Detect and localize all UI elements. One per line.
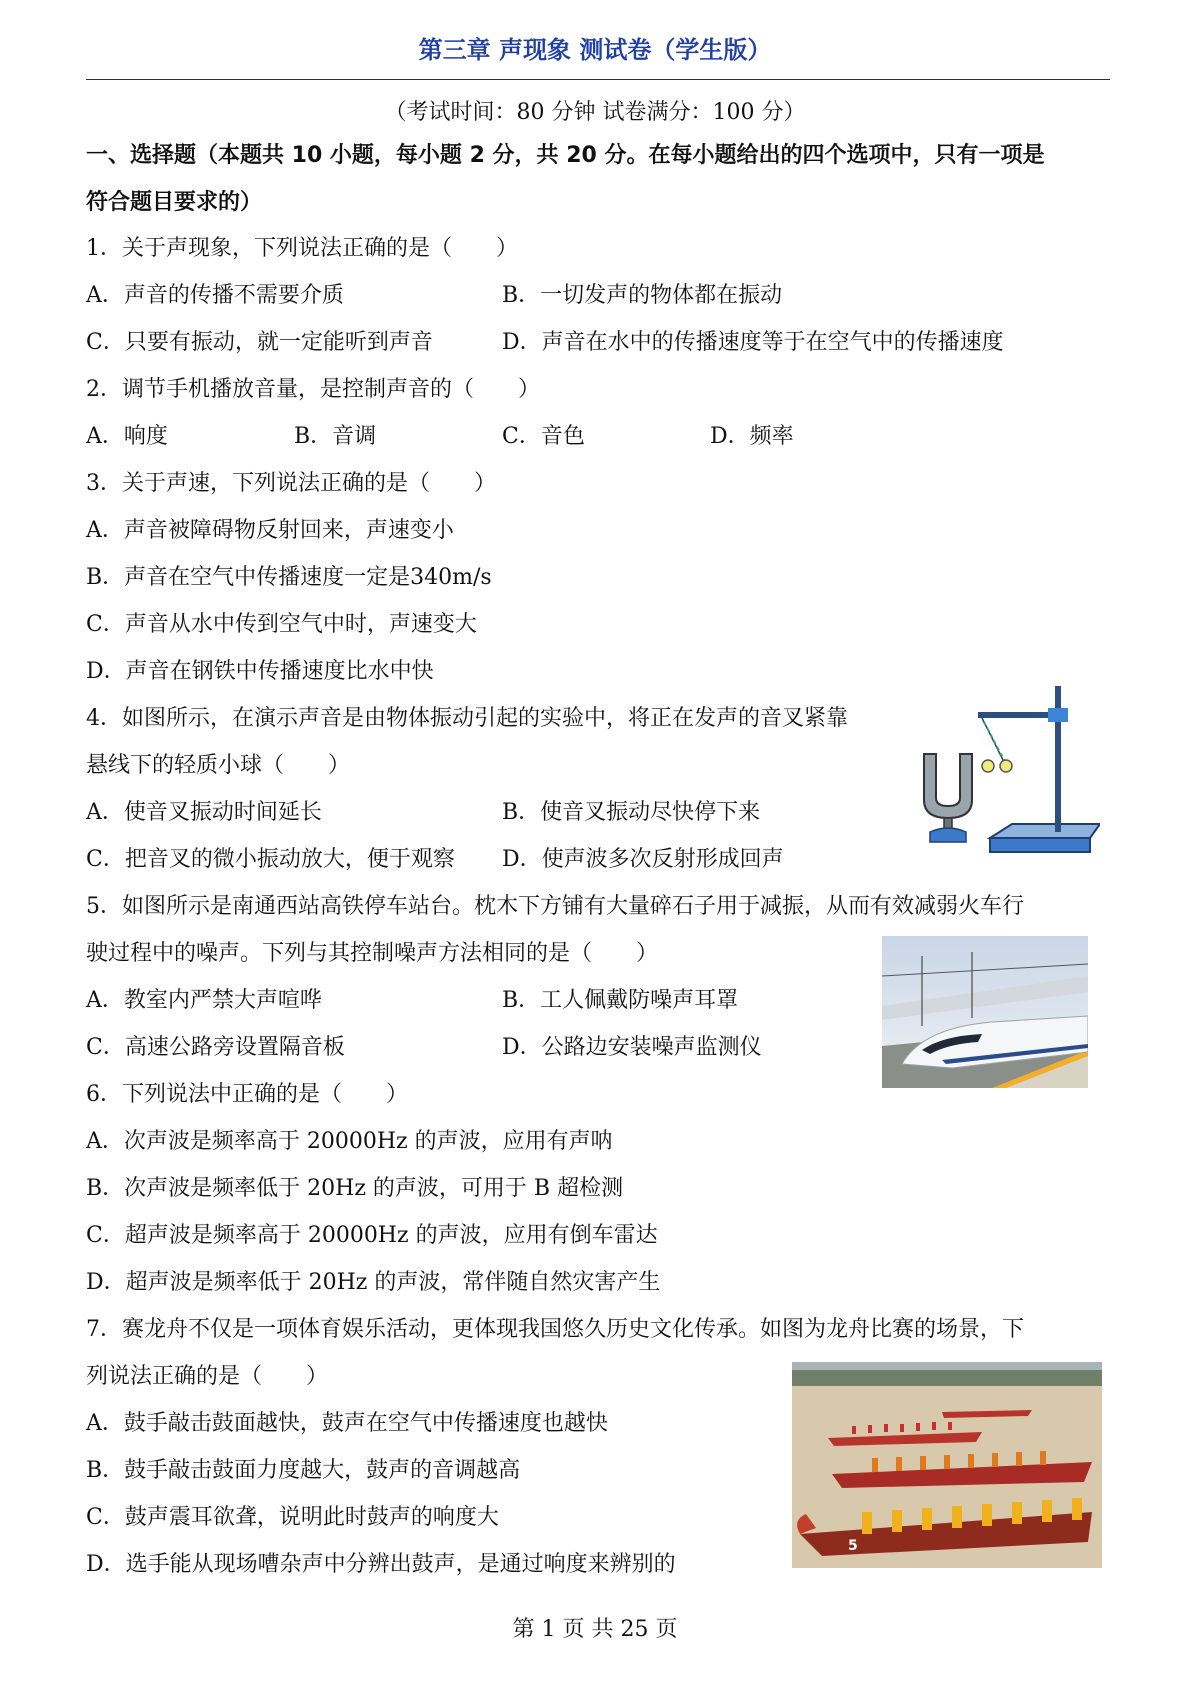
question-5-stem: 5．如图所示是南通西站高铁停车站台。枕木下方铺有大量碎石子用于减振，从而有效减弱火车行 [86,894,1025,919]
question-7-stem: 7．赛龙舟不仅是一项体育娱乐活动，更体现我国悠久历史文化传承。如图为龙舟比赛的场景，下 [86,1317,1025,1342]
q1-option-a: A．声音的传播不需要介质 [86,283,344,308]
stand-clamp [1048,708,1068,722]
q4-option-b: B．使音叉振动尽快停下来 [502,800,761,825]
stand-base [990,838,1090,852]
q1-option-c: C．只要有振动，就一定能听到声音 [86,330,433,355]
q5-option-b: B．工人佩戴防噪声耳罩 [502,988,739,1013]
q6-option-c: C．超声波是频率高于 20000Hz 的声波，应用有倒车雷达 [86,1223,658,1248]
q2-option-c: C．音色 [502,424,585,449]
q2-option-a: A．响度 [86,424,168,449]
question-4-stem: 4．如图所示，在演示声音是由物体振动引起的实验中，将正在发声的音叉紧靠 [86,706,848,731]
question-1-stem: 1．关于声现象，下列说法正确的是（ ） [86,236,518,261]
train-photo [882,936,1088,1088]
question-4-stem-cont: 悬线下的轻质小球（ ） [86,753,351,778]
q7-option-a: A．鼓手敲击鼓面越快，鼓声在空气中传播速度也越快 [86,1411,608,1436]
boat-number: 5 [848,1538,858,1554]
q4-option-a: A．使音叉振动时间延长 [86,800,322,825]
tuning-fork-stand [930,828,966,842]
tuning-fork [924,754,972,818]
stand-base-top [990,824,1100,838]
q4-option-c: C．把音叉的微小振动放大，便于观察 [86,847,455,872]
q6-option-d: D．超声波是频率低于 20Hz 的声波，常伴随自然灾害产生 [86,1270,661,1295]
sky-strip [792,1362,1102,1370]
question-5-stem-cont: 驶过程中的噪声。下列与其控制噪声方法相同的是（ ） [86,941,659,966]
q3-option-c: C．声音从水中传到空气中时，声速变大 [86,612,477,637]
q2-option-b: B．音调 [294,424,377,449]
section-heading-cont: 符合题目要求的） [86,190,263,215]
light-ball-displaced [982,760,994,772]
question-6-stem: 6．下列说法中正确的是（ ） [86,1082,408,1107]
q3-option-a: A．声音被障碍物反射回来，声速变小 [86,518,454,543]
q3-option-b: B．声音在空气中传播速度一定是340m/s [86,565,492,590]
q5-option-a: A．教室内严禁大声喧哗 [86,988,322,1013]
q7-option-b: B．鼓手敲击鼓面力度越大，鼓声的音调越高 [86,1458,521,1483]
q1-option-d: D．声音在水中的传播速度等于在空气中的传播速度 [502,330,1004,355]
q5-option-c: C．高速公路旁设置隔音板 [86,1035,345,1060]
q7-option-d: D．选手能从现场嘈杂声中分辨出鼓声，是通过响度来辨别的 [86,1552,676,1577]
page-title: 第三章 声现象 测试卷（学生版） [418,36,772,64]
exam-info: （考试时间：80 分钟 试卷满分：100 分） [384,100,806,125]
q1-option-b: B．一切发声的物体都在振动 [502,283,783,308]
q2-option-d: D．频率 [710,424,794,449]
q5-option-d: D．公路边安装噪声监测仪 [502,1035,762,1060]
light-ball [1000,760,1012,772]
q7-option-c: C．鼓声震耳欲聋，说明此时鼓声的响度大 [86,1505,499,1530]
stand-rod [1055,686,1061,832]
stand-arm [978,712,1058,718]
question-2-stem: 2．调节手机播放音量，是控制声音的（ ） [86,377,540,402]
q4-option-d: D．使声波多次反射形成回声 [502,847,784,872]
tuning-fork-figure [920,682,1100,858]
page-footer: 第 1 页 共 25 页 [512,1617,678,1642]
q6-option-b: B．次声波是频率低于 20Hz 的声波，可用于 B 超检测 [86,1176,624,1201]
title-divider [86,79,1110,80]
dragon-boat-photo [792,1362,1102,1568]
q3-option-d: D．声音在钢铁中传播速度比水中快 [86,659,434,684]
section-heading: 一、选择题（本题共 10 小题，每小题 2 分，共 20 分。在每小题给出的四个选项中，只有一项是 [86,143,1045,168]
q6-option-a: A．次声波是频率高于 20000Hz 的声波，应用有声呐 [86,1129,613,1154]
question-7-stem-cont: 列说法正确的是（ ） [86,1364,329,1389]
question-3-stem: 3．关于声速，下列说法正确的是（ ） [86,471,496,496]
